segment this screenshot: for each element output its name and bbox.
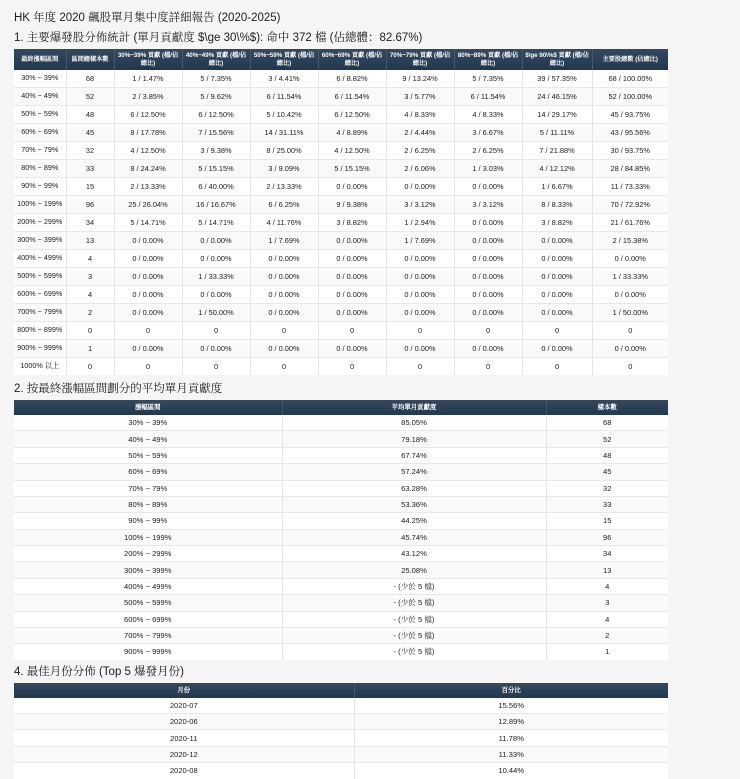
data-cell: 4 (66, 250, 114, 268)
table-row (14, 698, 668, 714)
data-cell: 0 (114, 358, 182, 376)
table-row (14, 286, 668, 304)
data-cell: 4 (546, 578, 668, 594)
table-row (14, 714, 668, 730)
data-cell: 2 / 15.38% (592, 232, 668, 250)
data-cell: 4 / 12.50% (318, 142, 386, 160)
data-cell: - (少於 5 檔) (282, 627, 546, 643)
data-cell: 1 / 50.00% (182, 304, 250, 322)
data-cell: 32 (66, 142, 114, 160)
data-cell: 14 / 31.11% (250, 124, 318, 142)
data-cell: 3 / 9.09% (250, 160, 318, 178)
row-label-cell: 40% ~ 49% (14, 88, 66, 106)
column-header: 60%~69% 貢獻 (檔/佔總比) (318, 49, 386, 70)
data-cell: 2 / 13.33% (114, 178, 182, 196)
data-cell: 6 / 11.54% (250, 88, 318, 106)
row-label-cell: 300% ~ 399% (14, 232, 66, 250)
data-cell: 0 (454, 322, 522, 340)
data-cell: 2 / 13.33% (250, 178, 318, 196)
data-cell: 0 / 0.00% (318, 304, 386, 322)
data-cell: 3 / 8.82% (522, 214, 592, 232)
data-cell: 8 / 25.00% (250, 142, 318, 160)
data-cell: 0 / 0.00% (454, 232, 522, 250)
data-cell: 0 / 0.00% (454, 250, 522, 268)
column-header: 50%~59% 貢獻 (檔/佔總比) (250, 49, 318, 70)
data-cell: 0 (66, 322, 114, 340)
data-cell: 11 / 73.33% (592, 178, 668, 196)
data-cell: 0 (250, 322, 318, 340)
table-body (14, 698, 668, 779)
table-header-row (14, 49, 668, 70)
table-row (14, 431, 668, 447)
row-label-cell: 90% ~ 99% (14, 513, 282, 529)
table-row (14, 142, 668, 160)
row-label-cell: 30% ~ 39% (14, 415, 282, 431)
row-label-cell: 700% ~ 799% (14, 304, 66, 322)
data-cell: 12.89% (354, 714, 668, 730)
data-cell: 3 (66, 268, 114, 286)
data-cell: 25 / 26.04% (114, 196, 182, 214)
data-cell: 0 / 0.00% (318, 232, 386, 250)
data-cell: 43 / 95.56% (592, 124, 668, 142)
data-cell: 68 (546, 415, 668, 431)
data-cell: 44.25% (282, 513, 546, 529)
column-header: 30%~39% 貢獻 (檔/佔總比) (114, 49, 182, 70)
column-header: 月份 (14, 683, 354, 698)
data-cell: 24 / 46.15% (522, 88, 592, 106)
data-cell: 0 / 0.00% (250, 250, 318, 268)
data-cell: 25.08% (282, 562, 546, 578)
main-distribution-table (14, 49, 668, 375)
row-label-cell: 50% ~ 59% (14, 106, 66, 124)
table-row (14, 562, 668, 578)
column-header: 80%~89% 貢獻 (檔/佔總比) (454, 49, 522, 70)
data-cell: 45 / 93.75% (592, 106, 668, 124)
data-cell: 3 / 3.12% (454, 196, 522, 214)
data-cell: 0 / 0.00% (114, 232, 182, 250)
data-cell: 96 (66, 196, 114, 214)
data-cell: 10.44% (498, 766, 525, 776)
data-cell: 0 / 0.00% (318, 178, 386, 196)
data-cell: - (少於 5 檔) (282, 611, 546, 627)
table-row (14, 546, 668, 562)
data-cell: 0 / 0.00% (318, 250, 386, 268)
row-label-cell: 50% ~ 59% (14, 447, 282, 463)
data-cell: 2 / 3.85% (114, 88, 182, 106)
column-header: 主要股總數 (佔總比) (592, 49, 668, 70)
data-cell: 0 / 0.00% (522, 304, 592, 322)
data-cell: 0 / 0.00% (318, 268, 386, 286)
data-cell: 0 (454, 358, 522, 376)
data-cell: 0 (182, 322, 250, 340)
table-row (14, 160, 668, 178)
table-row (14, 214, 668, 232)
table-row (14, 611, 668, 627)
row-label-cell: 400% ~ 499% (14, 250, 66, 268)
data-cell: 5 / 9.62% (182, 88, 250, 106)
data-cell: 1 / 6.67% (522, 178, 592, 196)
data-cell: 39 / 57.35% (522, 70, 592, 88)
column-header: 平均單月貢獻度 (282, 400, 546, 415)
data-cell: 4 (66, 286, 114, 304)
data-cell: 0 / 0.00% (454, 214, 522, 232)
column-header: 樣本數 (546, 400, 668, 415)
data-cell: 43.12% (282, 546, 546, 562)
row-label-cell: 2020-08 (14, 763, 354, 779)
data-cell: 3 / 6.67% (454, 124, 522, 142)
data-cell: 28 / 84.85% (592, 160, 668, 178)
data-cell: 0 / 0.00% (592, 286, 668, 304)
data-cell: 0 / 0.00% (182, 286, 250, 304)
row-label-cell: 500% ~ 599% (14, 268, 66, 286)
data-cell: 68 / 100.00% (592, 70, 668, 88)
data-cell: 0 / 0.00% (454, 304, 522, 322)
column-header: 區間總樣本數 (66, 49, 114, 70)
row-label-cell: 500% ~ 599% (14, 595, 282, 611)
table-row (14, 763, 668, 779)
data-cell: 0 / 0.00% (250, 286, 318, 304)
data-cell: 0 (522, 322, 592, 340)
row-label-cell: 900% ~ 999% (14, 644, 282, 660)
data-cell: 6 / 6.25% (250, 196, 318, 214)
row-label-cell: 80% ~ 89% (14, 496, 282, 512)
data-cell: 0 / 0.00% (386, 268, 454, 286)
table-row (14, 730, 668, 746)
table-row (14, 529, 668, 545)
data-cell: 0 / 0.00% (318, 286, 386, 304)
data-cell: 30 / 93.75% (592, 142, 668, 160)
table-row (14, 322, 668, 340)
data-cell: 0 / 0.00% (454, 178, 522, 196)
data-cell: 16 / 16.67% (182, 196, 250, 214)
data-cell: 0 (182, 358, 250, 376)
data-cell: 67.74% (282, 447, 546, 463)
data-cell: 0 / 0.00% (454, 340, 522, 358)
data-cell: 52 / 100.00% (592, 88, 668, 106)
data-cell: 0 (318, 358, 386, 376)
row-label-cell: 1000% 以上 (14, 358, 66, 376)
data-cell: 2 / 6.25% (454, 142, 522, 160)
data-cell: 70 / 72.92% (592, 196, 668, 214)
data-cell: - (少於 5 檔) (282, 595, 546, 611)
column-header: 40%~49% 貢獻 (檔/佔總比) (182, 49, 250, 70)
row-label-cell: 200% ~ 299% (14, 214, 66, 232)
row-label-cell: 800% ~ 899% (14, 322, 66, 340)
column-header: 漲幅區間 (14, 400, 282, 415)
row-label-cell: 40% ~ 49% (14, 431, 282, 447)
data-cell: - (少於 5 檔) (282, 578, 546, 594)
data-cell: 2 (546, 627, 668, 643)
table-row (14, 88, 668, 106)
row-label-cell: 70% ~ 79% (14, 142, 66, 160)
data-cell: 13 (66, 232, 114, 250)
data-cell: 0 / 0.00% (522, 340, 592, 358)
data-cell: 34 (546, 546, 668, 562)
data-cell: 57.24% (282, 464, 546, 480)
data-cell: 0 / 0.00% (522, 250, 592, 268)
data-cell: 5 / 14.71% (182, 214, 250, 232)
table-row (14, 178, 668, 196)
data-cell: 0 / 0.00% (182, 232, 250, 250)
table-row (14, 513, 668, 529)
data-cell: 3 / 4.41% (250, 70, 318, 88)
data-cell: 0 / 0.00% (386, 250, 454, 268)
data-cell: 5 / 15.15% (318, 160, 386, 178)
data-cell: 0 / 0.00% (250, 340, 318, 358)
data-cell: 52 (546, 431, 668, 447)
table-row (14, 415, 668, 431)
data-cell: 6 / 12.50% (114, 106, 182, 124)
data-cell: 0 / 0.00% (386, 178, 454, 196)
table-row (14, 106, 668, 124)
data-cell: 0 / 0.00% (250, 268, 318, 286)
average-contribution-table (14, 400, 668, 660)
column-header: 最終漲幅區間 (14, 49, 66, 70)
data-cell: 6 / 8.82% (318, 70, 386, 88)
data-cell: 6 / 12.50% (182, 106, 250, 124)
table-row (14, 70, 668, 88)
table-row (14, 447, 668, 463)
data-cell: 0 (250, 358, 318, 376)
table-row (14, 480, 668, 496)
row-label-cell: 100% ~ 199% (14, 196, 66, 214)
table-row (14, 595, 668, 611)
page-title: HK 年度 2020 飆股單月集中度詳細報告 (2020-2025) (14, 12, 281, 24)
table-row (14, 196, 668, 214)
table-header-row (14, 400, 668, 415)
row-label-cell: 300% ~ 399% (14, 562, 282, 578)
data-cell: 0 / 0.00% (592, 250, 668, 268)
table-row (14, 250, 668, 268)
data-cell: 1 / 33.33% (182, 268, 250, 286)
data-cell: 11.78% (354, 730, 668, 746)
table-row (14, 304, 668, 322)
table-row (14, 124, 668, 142)
data-cell: 0 / 0.00% (114, 250, 182, 268)
row-label-cell: 900% ~ 999% (14, 340, 66, 358)
data-cell: 0 (114, 322, 182, 340)
data-cell: 1 (66, 340, 114, 358)
data-cell: 0 / 0.00% (454, 268, 522, 286)
data-cell: 3 / 5.77% (386, 88, 454, 106)
data-cell: 0 / 0.00% (386, 340, 454, 358)
data-cell: 0 / 0.00% (522, 268, 592, 286)
data-cell: 13 (546, 562, 668, 578)
data-cell: 0 (66, 358, 114, 376)
data-cell: 11.33% (354, 746, 668, 762)
data-cell: 45 (546, 464, 668, 480)
data-cell: 8 / 8.33% (522, 196, 592, 214)
data-cell: 45.74% (282, 529, 546, 545)
data-cell: 68 (66, 70, 114, 88)
row-label-cell: 400% ~ 499% (14, 578, 282, 594)
data-cell: 4 (546, 611, 668, 627)
table-header-row (14, 683, 668, 698)
row-label-cell: 70% ~ 79% (14, 480, 282, 496)
data-cell: 79.18% (282, 431, 546, 447)
row-label-cell: 700% ~ 799% (14, 627, 282, 643)
data-cell: 15 (546, 513, 668, 529)
data-cell: 21 / 61.76% (592, 214, 668, 232)
data-cell: 34 (66, 214, 114, 232)
section4-heading: 4. 最佳月份分佈 (Top 5 爆發月份) (14, 665, 184, 678)
table-row (14, 268, 668, 286)
data-cell: 45 (66, 124, 114, 142)
table-body (14, 415, 668, 660)
data-cell: 1 / 7.69% (250, 232, 318, 250)
data-cell: 0 / 0.00% (522, 286, 592, 304)
data-cell: 5 / 7.35% (454, 70, 522, 88)
data-cell: 9 / 13.24% (386, 70, 454, 88)
data-cell: 3 / 8.82% (318, 214, 386, 232)
data-cell: 0 (628, 362, 633, 371)
data-cell: 3 / 3.12% (386, 196, 454, 214)
row-label-cell: 2020-06 (14, 714, 354, 730)
table-row (14, 358, 668, 376)
data-cell: 8 / 24.24% (114, 160, 182, 178)
data-cell: 48 (546, 447, 668, 463)
data-cell: 85.05% (282, 415, 546, 431)
data-cell: 2 / 4.44% (386, 124, 454, 142)
data-cell: 4 / 8.33% (386, 106, 454, 124)
data-cell: 53.36% (282, 496, 546, 512)
data-cell: 1 / 7.69% (386, 232, 454, 250)
data-cell: 1 (605, 647, 610, 657)
table-row (14, 644, 668, 660)
column-header: 70%~79% 貢獻 (檔/佔總比) (386, 49, 454, 70)
data-cell: 1 / 1.47% (114, 70, 182, 88)
data-cell: 0 (522, 358, 592, 376)
data-cell: 6 / 11.54% (454, 88, 522, 106)
data-cell: 14 / 29.17% (522, 106, 592, 124)
table-body (14, 70, 668, 375)
table-row (14, 496, 668, 512)
table-row (14, 627, 668, 643)
column-header: $\ge 90\%$ 貢獻 (檔/佔總比) (522, 49, 592, 70)
data-cell: 6 / 11.54% (318, 88, 386, 106)
data-cell: 0 / 0.00% (114, 286, 182, 304)
table-row (14, 578, 668, 594)
data-cell: 4 / 11.76% (250, 214, 318, 232)
data-cell: 0 / 0.00% (592, 340, 668, 358)
data-cell: 32 (546, 480, 668, 496)
row-label-cell: 200% ~ 299% (14, 546, 282, 562)
data-cell: 0 / 0.00% (114, 304, 182, 322)
data-cell: 2 / 6.06% (386, 160, 454, 178)
data-cell: 96 (546, 529, 668, 545)
data-cell: 6 / 12.50% (318, 106, 386, 124)
row-label-cell: 2020-12 (14, 746, 354, 762)
data-cell: 5 / 15.15% (182, 160, 250, 178)
data-cell: - (少於 5 檔) (282, 644, 546, 660)
data-cell: 9 / 9.38% (318, 196, 386, 214)
data-cell: 3 / 9.38% (182, 142, 250, 160)
data-cell: 0 / 0.00% (386, 304, 454, 322)
data-cell: 0 / 0.00% (454, 286, 522, 304)
best-month-table (14, 683, 668, 779)
data-cell: 1 / 2.94% (386, 214, 454, 232)
row-label-cell: 600% ~ 699% (14, 611, 282, 627)
data-cell: 7 / 15.56% (182, 124, 250, 142)
data-cell: 1 / 33.33% (592, 268, 668, 286)
data-cell: 6 / 40.00% (182, 178, 250, 196)
table-row (14, 232, 668, 250)
row-label-cell: 80% ~ 89% (14, 160, 66, 178)
table-row (14, 746, 668, 762)
column-header: 百分比 (354, 683, 668, 698)
row-label-cell: 90% ~ 99% (14, 178, 66, 196)
data-cell: 0 / 0.00% (318, 340, 386, 358)
data-cell: 0 (318, 322, 386, 340)
data-cell: 15.56% (354, 698, 668, 714)
data-cell: 0 / 0.00% (114, 268, 182, 286)
data-cell: 0 / 0.00% (250, 304, 318, 322)
data-cell: 1 / 50.00% (592, 304, 668, 322)
data-cell: 4 / 8.89% (318, 124, 386, 142)
row-label-cell: 30% ~ 39% (14, 70, 66, 88)
row-label-cell: 2020-11 (14, 730, 354, 746)
table-row (14, 464, 668, 480)
table-row (14, 340, 668, 358)
row-label-cell: 2020-07 (14, 698, 354, 714)
data-cell: 3 (546, 595, 668, 611)
data-cell: 5 / 14.71% (114, 214, 182, 232)
data-cell: 0 / 0.00% (522, 232, 592, 250)
data-cell: 0 / 0.00% (182, 340, 250, 358)
data-cell: 48 (66, 106, 114, 124)
data-cell: 33 (66, 160, 114, 178)
data-cell: 0 (386, 322, 454, 340)
data-cell: 52 (66, 88, 114, 106)
data-cell: 4 / 12.12% (522, 160, 592, 178)
data-cell: 0 (386, 358, 454, 376)
data-cell: 2 / 6.25% (386, 142, 454, 160)
data-cell: 4 / 8.33% (454, 106, 522, 124)
data-cell: 5 / 7.35% (182, 70, 250, 88)
data-cell: 5 / 11.11% (522, 124, 592, 142)
data-cell: 15 (66, 178, 114, 196)
data-cell: 33 (546, 496, 668, 512)
row-label-cell: 600% ~ 699% (14, 286, 66, 304)
data-cell: 8 / 17.78% (114, 124, 182, 142)
data-cell: 4 / 12.50% (114, 142, 182, 160)
data-cell: 7 / 21.88% (522, 142, 592, 160)
data-cell: 5 / 10.42% (250, 106, 318, 124)
data-cell: 0 / 0.00% (182, 250, 250, 268)
section2-heading: 2. 按最終漲幅區間劃分的平均單月貢獻度 (14, 383, 223, 395)
row-label-cell: 60% ~ 69% (14, 124, 66, 142)
data-cell: 0 / 0.00% (386, 286, 454, 304)
row-label-cell: 60% ~ 69% (14, 464, 282, 480)
data-cell: 63.28% (282, 480, 546, 496)
data-cell: 2 (66, 304, 114, 322)
section1-heading: 1. 主要爆發股分佈統計 (單月貢獻度 $\ge 30\%$): 命中 372 檔 (佔總體：82.67%) (14, 32, 423, 44)
data-cell: 0 / 0.00% (114, 340, 182, 358)
data-cell: 0 (592, 322, 668, 340)
row-label-cell: 100% ~ 199% (14, 529, 282, 545)
data-cell: 1 / 3.03% (454, 160, 522, 178)
